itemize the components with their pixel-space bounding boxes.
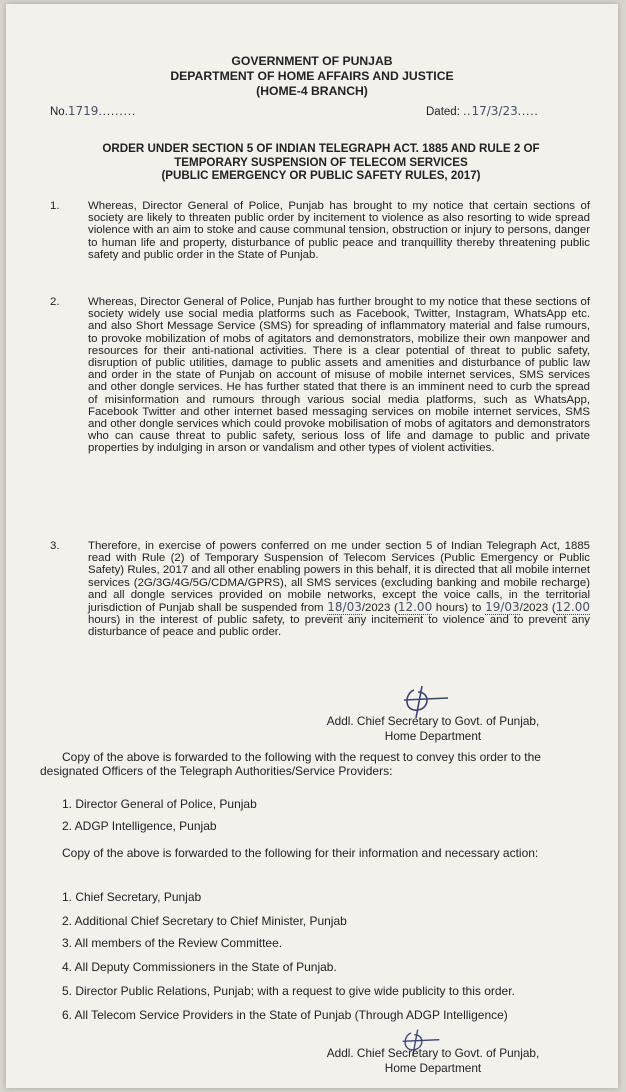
paragraph-number: 2. (50, 296, 60, 308)
dated: Dated: ..17/3/23..... (426, 104, 539, 118)
list-item: 1. Director General of Police, Punjab (62, 797, 257, 811)
paragraph-text: Whereas, Director General of Police, Punjab has further brought to my notice that these sections of society widely use social media platforms such as Facebook, Twitter, Instagram, WhatsApp etc. and also Short Message Service (SMS) for spreading of inflammatory material and false rumours, to provoke mobilization of mobs of agitators and demonstrators, mobilize their own manpower and resources for their anti-national activities. There is a clear potential of threat to public safety, disruption of public utilities, damage to public assets and amenities and disturbance of public law and order in the state of Punjab on account of misuse of mobile internet services, SMS services and other dongle services. He has further stated that there is an imminent need to curb the spread of misinformation and rumours through various social media platforms, such as WhatsApp, Facebook Twitter and other internet based messaging services on mobile internet services, SMS and other dongle services which could provoke mobilisation of mobs of agitators and demonstrators who can cause threat to public safety, serious loss of life and damage to public and private properties by indulging in arson or vandalism and other types of violent activities. (88, 296, 590, 455)
paragraph-number: 1. (50, 200, 60, 212)
signature-block-2 (308, 1046, 558, 1076)
document-page (6, 4, 618, 1088)
no-label: No. (50, 106, 68, 118)
dated-value: 17/3/23 (471, 104, 518, 118)
no-value: 1719 (67, 104, 99, 118)
from-time: 12.00 (397, 600, 433, 615)
header-line-2: DEPARTMENT OF HOME AFFAIRS AND JUSTICE (170, 69, 454, 83)
paragraph-number: 3. (50, 540, 60, 552)
order-title (46, 142, 596, 183)
dated-label: Dated: (426, 106, 460, 118)
list-item: 6. All Telecom Service Providers in the State of Punjab (Through ADGP Intelligence) (62, 1008, 508, 1022)
list-item: 5. Director Public Relations, Punjab; with a request to give wide publicity to this order. (62, 984, 515, 998)
list-item: 2. Additional Chief Secretary to Chief Minister, Punjab (62, 914, 347, 928)
paragraph-text: Whereas, Director General of Police, Punjab has brought to my notice that certain sections of society are likely to threaten public order by incitement to violence as also resorting to wide spread violence with an aim to stoke and cause communal tension, obstruction or injury to persons, danger to human life and property, disturbance of public peace and tranquillity thereby threatening public safety and public order in the State of Punjab. (88, 200, 590, 261)
list-item: 4. All Deputy Commissioners in the State of Punjab. (62, 960, 337, 974)
list-item: 2. ADGP Intelligence, Punjab (62, 819, 217, 833)
copy-note-1: Copy of the above is forwarded to the following with the request to convey this order to the designated Officers of the Telegraph Authorities/Service Providers: (40, 750, 541, 778)
to-date: 19/03 (485, 600, 520, 615)
list-item: 3. All members of the Review Committee. (62, 936, 283, 950)
order-title-line-1: ORDER UNDER SECTION 5 OF INDIAN TELEGRAPH ACT. 1885 AND RULE 2 OF (102, 142, 540, 155)
header-line-3: (HOME-4 BRANCH) (256, 84, 368, 98)
reference-number: No.1719......... (50, 104, 137, 118)
header-line-1: GOVERNMENT OF PUNJAB (231, 54, 393, 68)
paragraph-3 (50, 540, 590, 639)
order-title-line-3: (PUBLIC EMERGENCY OR PUBLIC SAFETY RULES, 2017) (161, 169, 481, 182)
copy-note-2: Copy of the above is forwarded to the following for their information and necessary action: (62, 846, 539, 860)
order-title-line-2: TEMPORARY SUSPENSION OF TELECOM SERVICES (174, 155, 468, 169)
list-item: 1. Chief Secretary, Punjab (62, 890, 202, 904)
letterhead (6, 54, 618, 99)
from-date: 18/03 (327, 600, 362, 615)
to-time: 12.00 (555, 600, 591, 615)
signature-1-line-1: Addl. Chief Secretary to Govt. of Punjab, (326, 714, 540, 728)
signature-block-1 (308, 714, 558, 744)
signature-2-line-1: Addl. Chief Secretary to Govt. of Punjab, (326, 1046, 540, 1060)
paragraph-2 (50, 296, 590, 455)
signature-1-line-2: Home Department (384, 729, 482, 743)
paragraph-text: Therefore, in exercise of powers conferred on me under section 5 of Indian Telegraph Act, 1885 read with Rule (2) of Temporary Suspension of Telecom Services (Public Emergency or Public Safety) Rules, 2017 and all other enabling powers in this behalf, it is directed that all mobile internet services (2G/3G/4G/5G/CDMA/GPRS), all SMS services (excluding banking and mobile recharge) and all dongle services provided on mobile networks, except the voice calls, in the territorial jurisdiction of Punjab shall be suspended from 18/03/2023 (12.00 hours) to 19/03/2023 (12.00 hours) in the interest of public safety, to prevent any incitement to violence and to prevent any disturbance of peace and public order. (88, 540, 591, 639)
signature-2-line-2: Home Department (384, 1061, 482, 1075)
paragraph-1 (50, 200, 590, 261)
